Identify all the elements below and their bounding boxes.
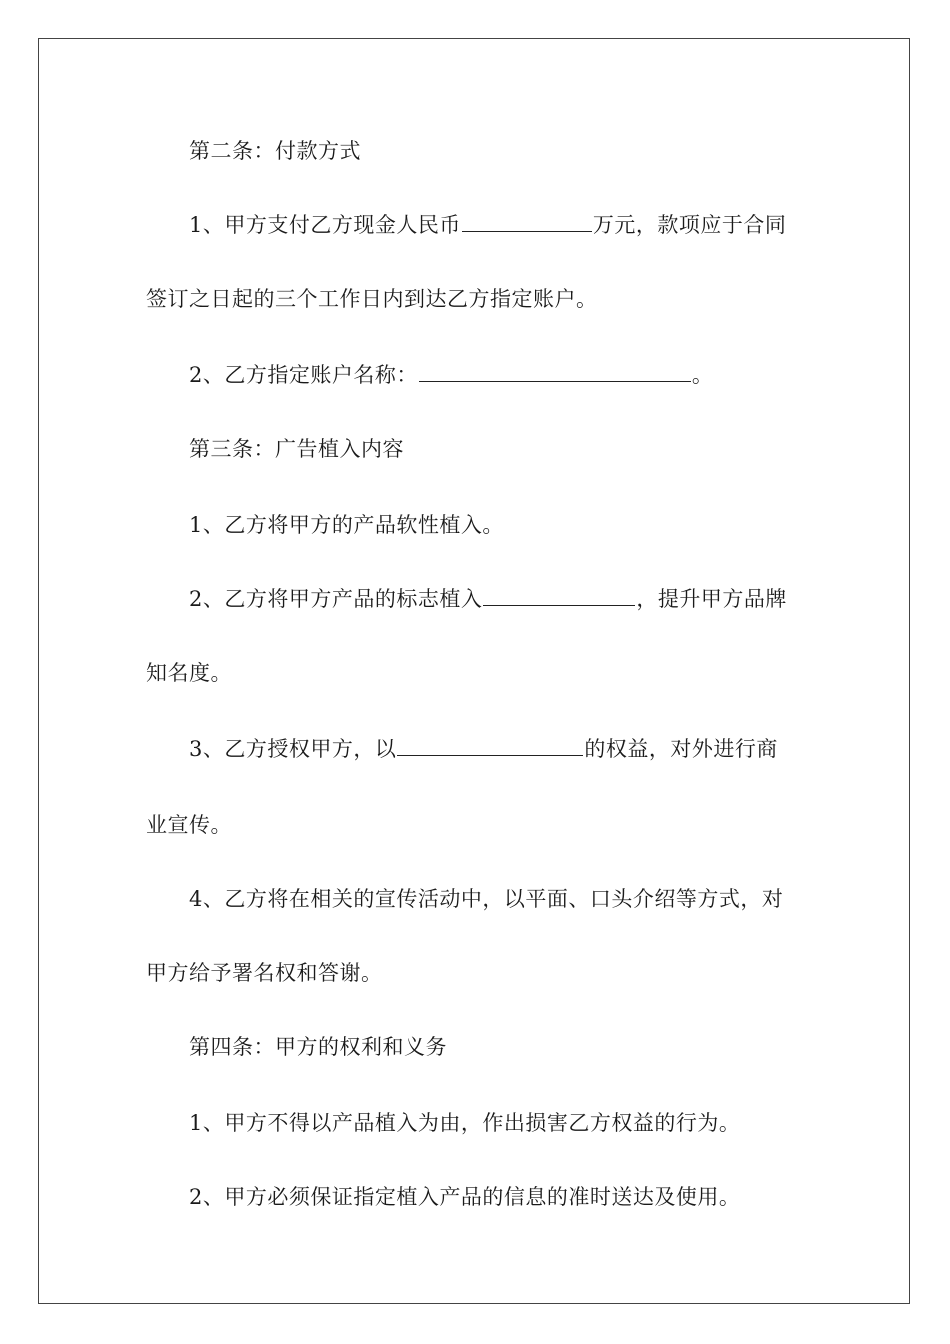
article-2-clause-1-line-1 [146,210,869,240]
clause-text: 1、乙方将甲方的产品软性植入。 [189,513,504,537]
heading-text: 第二条：付款方式 [189,139,361,163]
article-2-clause-1-line-2 [146,284,826,314]
article-3-clause-2-line-2 [146,658,826,688]
clause-text: 4、乙方将在相关的宣传活动中，以平面、口头介绍等方式，对 [189,887,784,911]
article-3-clause-4-line-1 [146,884,869,914]
clause-text: 万元，款项应于合同 [592,213,787,237]
clause-text: 2、乙方将甲方产品的标志植入 [189,587,483,611]
article-3-clause-3-line-2 [146,810,826,840]
article-4-clause-2 [146,1182,869,1212]
article-3-clause-2-line-1 [146,584,869,614]
article-3-clause-1 [146,510,869,540]
clause-text: 的权益，对外进行商 [584,737,778,761]
article-2-clause-2 [146,360,869,390]
article-3-clause-4-line-2 [146,958,826,988]
clause-text: 1、甲方支付乙方现金人民币 [189,213,461,237]
heading-text: 第四条：甲方的权利和义务 [189,1035,447,1059]
clause-text: ，提升甲方品牌 [636,587,787,611]
heading-text: 第三条：广告植入内容 [189,437,404,461]
clause-text: 1、甲方不得以产品植入为由，作出损害乙方权益的行为。 [189,1111,741,1135]
clause-text: 甲方给予署名权和答谢。 [146,961,383,985]
amount-blank-field[interactable] [462,213,592,232]
article-4-heading [146,1032,869,1062]
clause-text: 2、乙方指定账户名称： [189,363,418,387]
article-3-clause-3-line-1 [146,734,869,764]
clause-text: 3、乙方授权甲方，以 [189,737,397,761]
clause-text: 2、甲方必须保证指定植入产品的信息的准时送达及使用。 [189,1185,741,1209]
rights-blank-field[interactable] [397,737,583,756]
logo-placement-blank-field[interactable] [483,587,635,606]
clause-text: 知名度。 [146,661,232,685]
clause-text: 签订之日起的三个工作日内到达乙方指定账户。 [146,287,598,311]
article-3-heading [146,434,869,464]
clause-text: 。 [691,363,714,387]
account-name-blank-field[interactable] [419,363,691,382]
article-2-heading [146,136,869,166]
article-4-clause-1 [146,1108,869,1138]
clause-text: 业宣传。 [146,813,232,837]
